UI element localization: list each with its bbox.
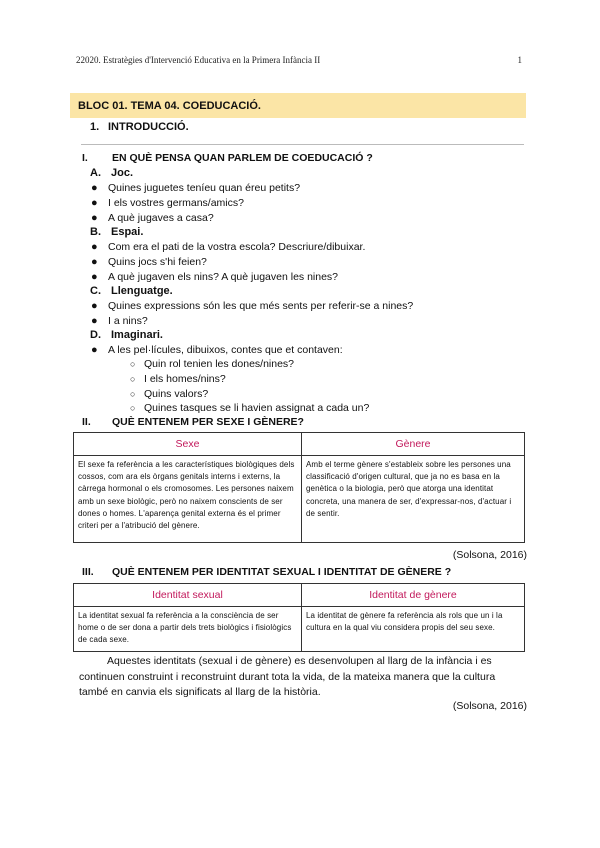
list-item [91,241,365,253]
group-title: Imaginari. [111,329,163,341]
table-header-sexe: Sexe [74,433,302,456]
list-item [91,212,214,224]
bullet-icon: ● [91,241,98,253]
table-cell-genere: Amb el terme gènere s'estableix sobre les persones una classificació d'origen cultural, que ja no es basa en la genètica o la biologia, però que atorga una identitat concreta, una manera de ser, d'expressar-nos, d'actuar i de sentir. [302,456,525,543]
group-d-heading [90,329,163,341]
sub-list-item-text: Quines tasques se li havien assignat a cada un? [144,402,370,414]
list-item [91,315,148,327]
group-letter: A. [90,167,101,179]
list-item-text: I els vostres germans/amics? [108,197,244,209]
sub-list-item [130,388,208,400]
sub-list-item-text: I els homes/nins? [144,373,226,385]
list-item [91,300,413,312]
table-cell-sexe: El sexe fa referència a les característiques biològiques dels cossos, com ara els òrgans genitals interns i externs, la càrrega hormonal o els cromosomes. Les persones naixem amb un sexe biològic, però no naixem conscients de ser dones o homes. L'aparença genital externa és el primer criteri per a l'atribució del gènere. [74,456,302,543]
page-header [76,55,526,65]
group-b-heading [90,226,143,238]
section-2-number: II. [82,416,91,428]
sub-list-item-text: Quin rol tenien les dones/nines? [144,358,295,370]
circle-bullet-icon: ○ [130,374,136,384]
sub-list-item [130,402,369,414]
section-3-heading [82,566,451,578]
citation: (Solsona, 2016) [452,549,527,561]
bloc-title-banner [70,93,526,118]
sub-list-item [130,373,226,385]
sub-list-item [130,358,294,370]
table-header-genere: Gènere [302,433,525,456]
body-paragraph: Aquestes identitats (sexual i de gènere) es desenvolupen al llarg de la infància i es continuen construint i reconstruint durant tota la vida, de la mateixa manera que la cultura també en canvia els significats al llarg de la història. [79,655,496,698]
intro-title: INTRODUCCIÓ. [108,121,189,133]
group-title: Espai. [111,226,144,238]
section-2-title: QUÈ ENTENEM PER SEXE I GÈNERE? [112,416,304,428]
sub-list-item-text: Quins valors? [144,388,209,400]
list-item-text: Com era el pati de la vostra escola? Descriure/dibuixar. [108,241,366,253]
bullet-icon: ● [91,212,98,224]
list-item-text: I a nins? [108,315,148,327]
list-item [91,182,300,194]
list-item [91,344,343,356]
table-cell-identitat-sexual: La identitat sexual fa referència a la consciència de ser home o de ser dona a partir dels trets biològics i fisiològics de cada sexe. [74,607,302,652]
group-letter: B. [90,226,101,238]
section-1-title: EN QUÈ PENSA QUAN PARLEM DE COEDUCACIÓ ? [112,152,373,164]
bullet-icon: ● [91,197,98,209]
bullet-icon: ● [91,315,98,327]
list-item-text: A les pel·lícules, dibuixos, contes que et contaven: [108,344,343,356]
list-item-text: Quins jocs s'hi feien? [108,256,207,268]
bullet-icon: ● [91,300,98,312]
course-title: 22020. Estratègies d'Intervenció Educativa en la Primera Infància II [76,55,321,65]
identity-table [73,583,525,652]
group-c-heading [90,285,173,297]
group-letter: C. [90,285,101,297]
circle-bullet-icon: ○ [130,359,136,369]
section-2-heading [82,416,304,428]
circle-bullet-icon: ○ [130,389,136,399]
group-a-heading [90,167,133,179]
bullet-icon: ● [91,256,98,268]
section-3-title: QUÈ ENTENEM PER IDENTITAT SEXUAL I IDENTITAT DE GÈNERE ? [112,566,452,578]
list-item-text: Quines juguetes teníeu quan éreu petits? [108,182,301,194]
bullet-icon: ● [91,271,98,283]
sex-gender-table [73,432,525,543]
list-item [91,271,338,283]
list-item-text: A què jugaves a casa? [108,212,214,224]
group-letter: D. [90,329,101,341]
intro-heading [90,121,189,133]
intro-number: 1. [90,121,100,133]
circle-bullet-icon: ○ [130,403,136,413]
horizontal-rule [81,144,524,145]
group-title: Llenguatge. [111,285,173,297]
table-cell-identitat-genere: La identitat de gènere fa referència als rols que un i la cultura en la qual viu considera propis del seu sexe. [302,607,525,652]
group-title: Joc. [111,167,134,179]
page-number: 1 [517,55,522,65]
citation: (Solsona, 2016) [452,700,527,712]
bloc-title: BLOC 01. TEMA 04. COEDUCACIÓ. [78,100,261,112]
list-item-text: A què jugaven els nins? A què jugaven les nines? [108,271,339,283]
table-header-identitat-genere: Identitat de gènere [302,584,525,607]
list-item [91,197,244,209]
section-1-number: I. [82,152,88,164]
section-3-number: III. [82,566,94,578]
section-1-heading [82,152,373,164]
bullet-icon: ● [91,182,98,194]
bullet-icon: ● [91,344,98,356]
table-header-identitat-sexual: Identitat sexual [74,584,302,607]
list-item [91,256,207,268]
list-item-text: Quines expressions són les que més sents per referir-se a nines? [108,300,414,312]
